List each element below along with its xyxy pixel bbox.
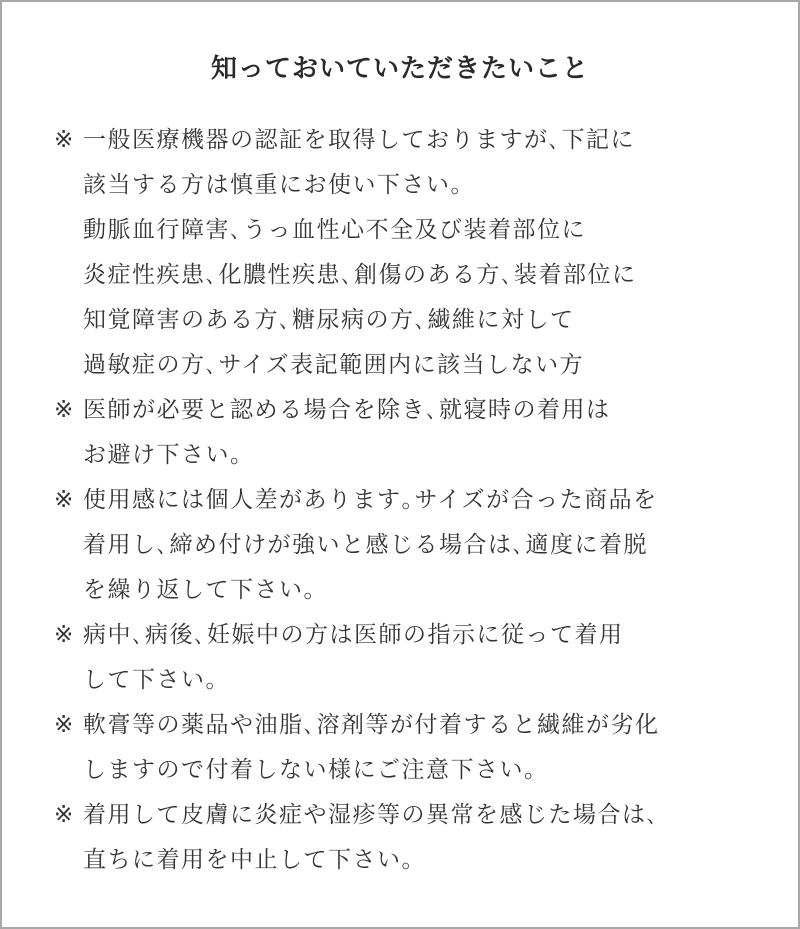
- note-line: 炎症性疾患､化膿性疾患､創傷のある方､装着部位に: [83, 262, 637, 288]
- note-line: 過敏症の方､サイズ表記範囲内に該当しない方: [83, 352, 585, 378]
- note-line: 使用感には個人差があります｡サイズが合った商品を: [83, 487, 658, 513]
- note-line: 該当する方は慎重にお使い下さい。: [83, 172, 475, 198]
- note-line: 着用し､締め付けが強いと感じる場合は､適度に着脱: [83, 532, 648, 558]
- note-item: [54, 613, 794, 703]
- note-line: お避け下さい。: [83, 442, 255, 468]
- note-item: [54, 118, 794, 388]
- note-line: 医師が必要と認める場合を除き､就寝時の着用は: [83, 397, 611, 423]
- note-text: [83, 793, 794, 883]
- note-bullet: ※: [54, 802, 74, 828]
- notice-title: 知っておいていただきたいこと: [210, 54, 589, 84]
- note-line: 病中､病後､妊娠中の方は医師の指示に従って着用: [83, 622, 624, 648]
- note-line: を繰り返して下さい。: [83, 577, 328, 603]
- note-item: [54, 388, 794, 478]
- note-line: 動脈血行障害､うっ血性心不全及び装着部位に: [83, 217, 586, 243]
- note-bullet: ※: [54, 487, 74, 513]
- note-line: 知覚障害のある方､糖尿病の方､繊維に対して: [83, 307, 575, 333]
- note-text: [83, 703, 794, 793]
- note-line: 着用して皮膚に炎症や湿疹等の異常を感じた場合は､: [83, 802, 660, 828]
- note-line: しますので付着しない様にご注意下さい。: [83, 757, 549, 783]
- note-item: [54, 793, 794, 883]
- note-text: [83, 478, 794, 613]
- note-bullet: ※: [54, 622, 74, 648]
- note-text: [83, 613, 794, 703]
- note-line: 一般医療機器の認証を取得しておりますが､下記に: [83, 127, 635, 153]
- note-bullet: ※: [54, 397, 74, 423]
- note-bullet: ※: [54, 127, 74, 153]
- note-line: 直ちに着用を中止して下さい。: [83, 847, 426, 873]
- note-item: [54, 478, 794, 613]
- notes-list: [54, 118, 794, 883]
- note-item: [54, 703, 794, 793]
- note-text: [83, 388, 794, 478]
- note-text: [83, 118, 794, 388]
- note-line: 軟膏等の薬品や油脂､溶剤等が付着すると繊維が劣化: [83, 712, 660, 738]
- note-line: して下さい。: [83, 667, 230, 693]
- note-bullet: ※: [54, 712, 74, 738]
